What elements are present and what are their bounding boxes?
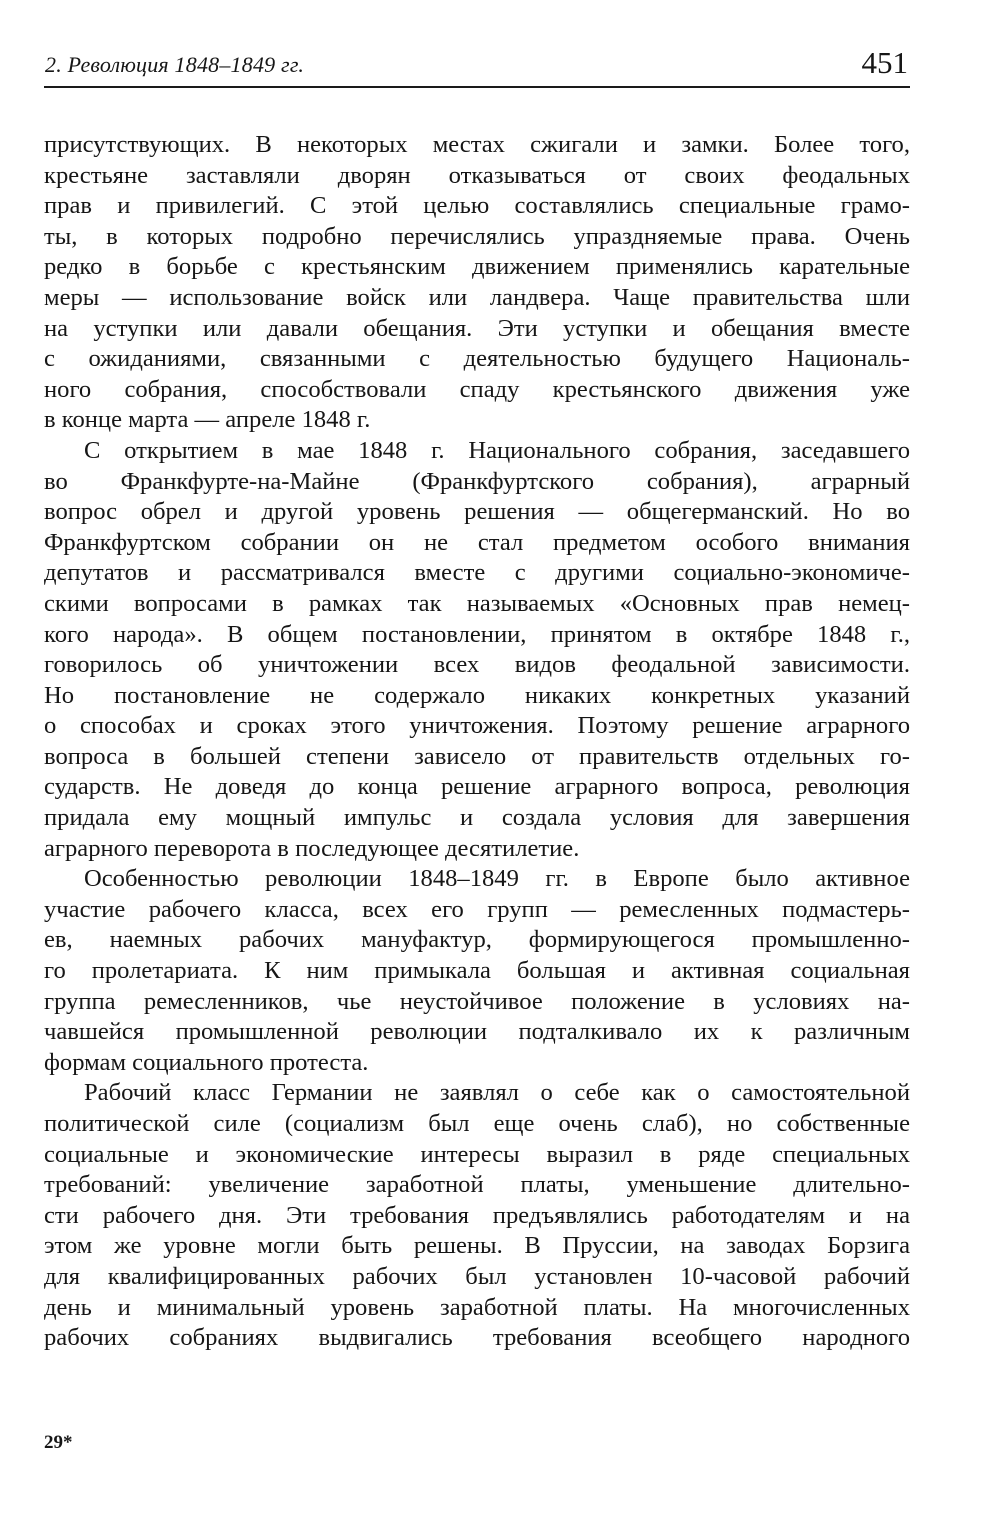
text-line: придала ему мощный импульс и создала условия для завершения (44, 804, 910, 832)
text-line: меры — использование войск или ландвера. Чаще правительства шли (44, 283, 910, 311)
text-line: крестьяне заставляли дворян отказываться от своих феодальных (44, 161, 910, 189)
document-page (44, 40, 910, 1354)
text-line: политической силе (социализм был еще очень слаб), но собственные (44, 1110, 910, 1137)
body-text (44, 130, 910, 1354)
text-line: с ожиданиями, связанными с деятельностью будущего Националь- (44, 345, 910, 373)
text-line: депутатов и рассматривался вместе с другими социально-экономиче- (44, 559, 910, 587)
text-line: аграрного переворота в последующее десятилетие. (44, 834, 580, 862)
text-line: этом же уровне могли быть решены. В Пруссии, на заводах Борзига (44, 1232, 910, 1260)
text-line: чавшейся промышленной революции подталкивало их к различным (44, 1018, 910, 1046)
text-line: присутствующих. В некоторых местах сжигали и замки. Более того, (44, 131, 910, 158)
text-line: говорилось об уничтожении всех видов феодальной зависимости. (44, 651, 910, 679)
text-line: рабочих собраниях выдвигались требования всеобщего народного (44, 1324, 910, 1352)
text-line: Франкфуртском собрании он не стал предметом особого внимания (44, 528, 910, 556)
text-line: во Франкфурте-на-Майне (Франкфуртского собрания), аграрный (44, 467, 910, 495)
text-line: ев, наемных рабочих мануфактур, формирующегося промышленно- (44, 926, 910, 954)
text-line: социальные и экономические интересы выразил в ряде специальных (44, 1140, 910, 1168)
text-line: Рабочий класс Германии не заявлял о себе как о самостоятельной (84, 1079, 910, 1107)
text-line: сударств. Не доведя до конца решение аграрного вопроса, революция (44, 773, 910, 801)
running-title: 2. Революция 1848–1849 гг. (45, 52, 305, 77)
printer-signature-mark: 29* (44, 1432, 73, 1453)
text-line: вопроса в большей степени зависело от правительств отдельных го- (44, 742, 910, 770)
text-line: требований: увеличение заработной платы, уменьшение длительно- (44, 1171, 910, 1199)
text-line: на уступки или давали обещания. Эти уступки и обещания вместе (44, 314, 910, 342)
text-line: редко в борьбе с крестьянским движением применялись карательные (44, 253, 910, 281)
page-number: 451 (861, 45, 908, 80)
text-line: прав и привилегий. С этой целью составлялись специальные грамо- (44, 192, 910, 220)
text-line: участие рабочего класса, всех его групп — ремесленных подмастерь- (44, 895, 910, 923)
text-line: Особенностью революции 1848–1849 гг. в Европе было активное (84, 865, 910, 893)
running-header (44, 40, 910, 88)
text-line: вопрос обрел и другой уровень решения — общегерманский. Но во (44, 498, 910, 526)
text-line: группа ремесленников, чье неустойчивое положение в условиях на- (44, 987, 910, 1015)
text-line: сти рабочего дня. Эти требования предъявлялись работодателям и на (44, 1201, 910, 1229)
text-line: день и минимальный уровень заработной платы. На многочисленных (44, 1293, 910, 1321)
text-line: для квалифицированных рабочих был установлен 10-часовой рабочий (44, 1262, 910, 1290)
text-line: С открытием в мае 1848 г. Национального собрания, заседавшего (84, 436, 910, 464)
text-line: ного собрания, способствовали спаду крестьянского движения уже (44, 375, 910, 403)
text-line: Но постановление не содержало никаких конкретных указаний (44, 681, 910, 709)
text-line: ты, в которых подробно перечислялись упраздняемые права. Очень (44, 222, 910, 250)
text-line: в конце марта — апреле 1848 г. (44, 406, 371, 434)
text-line: кого народа». В общем постановлении, принятом в октябре 1848 г., (44, 620, 910, 648)
text-line: го пролетариата. К ним примыкала большая и активная социальная (44, 957, 910, 985)
text-line: формам социального протеста. (44, 1048, 369, 1076)
text-line: скими вопросами в рамках так называемых «Основных прав немец- (44, 589, 910, 617)
text-line: о способах и сроках этого уничтожения. Поэтому решение аграрного (44, 712, 910, 740)
